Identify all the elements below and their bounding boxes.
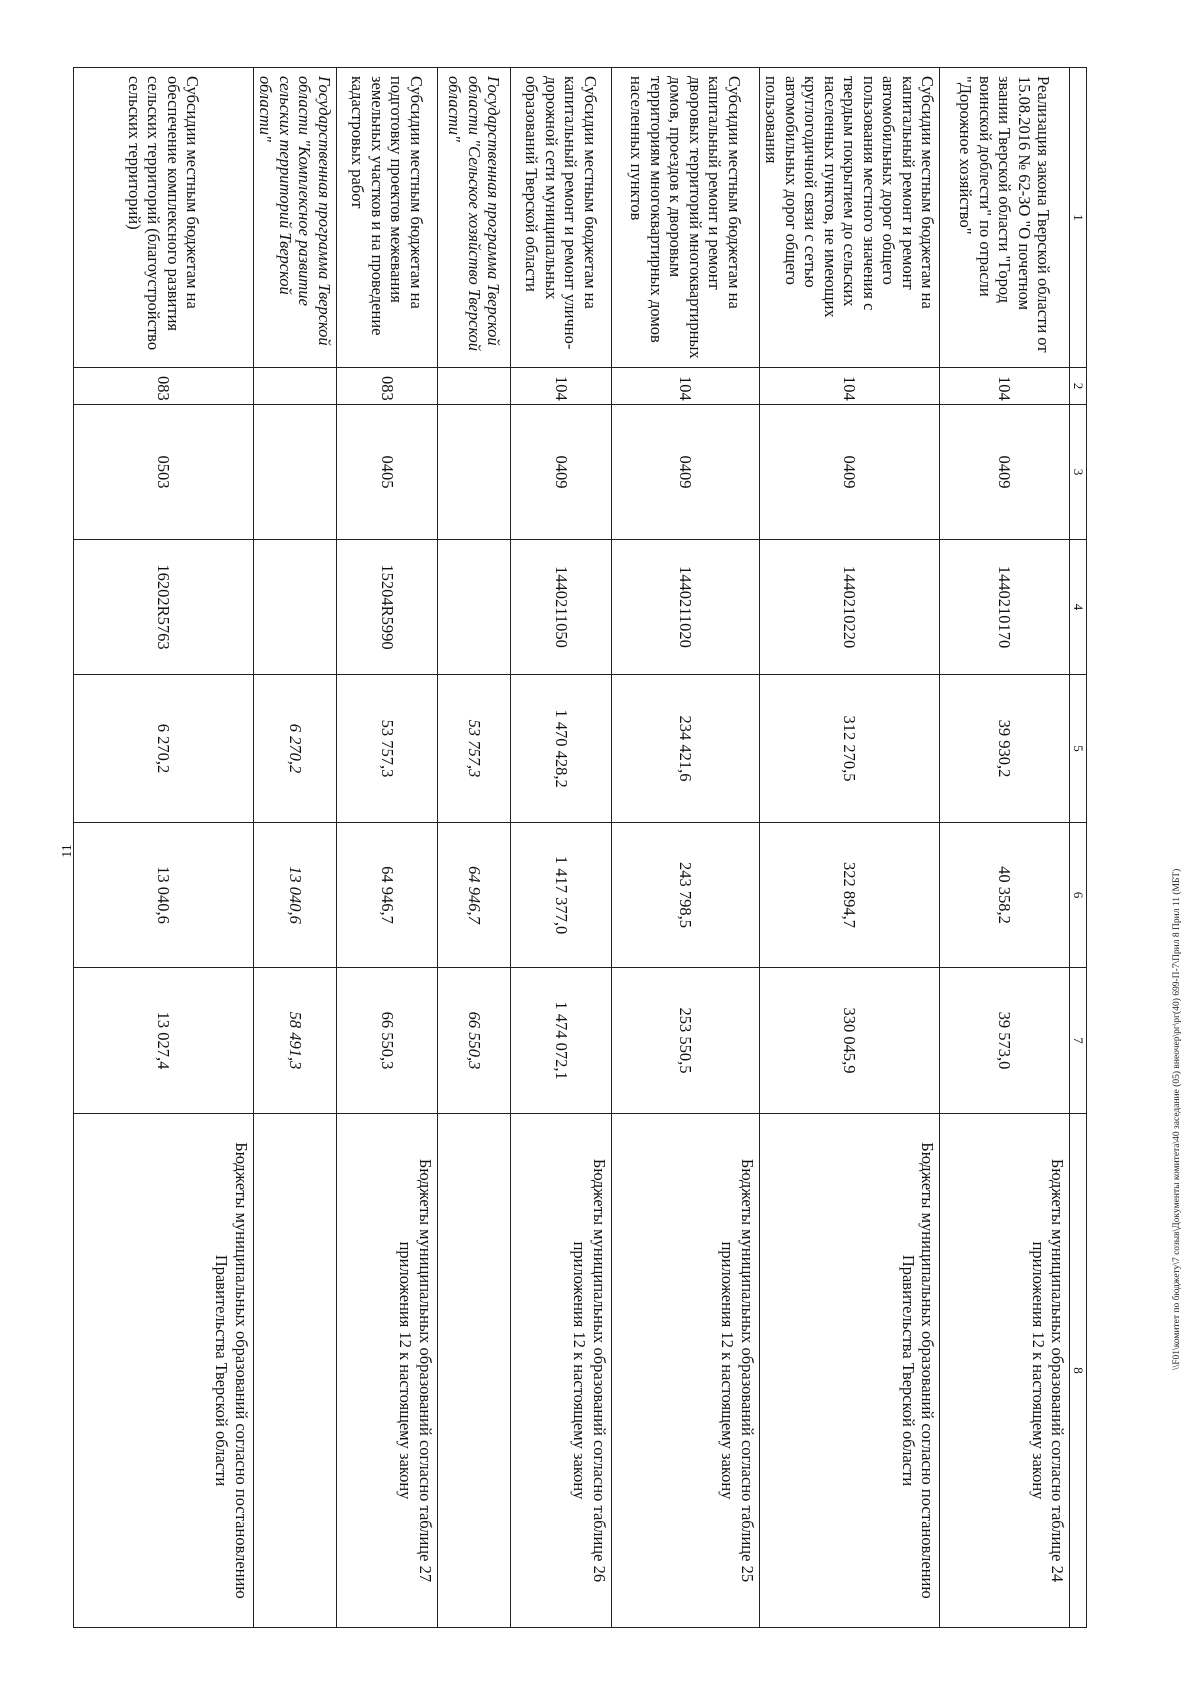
cell-recipient: Бюджеты муниципальных образований согласно постановлению Правительства Тверской области: [73, 1114, 253, 1628]
cell-recipient: Бюджеты муниципальных образований согласно таблице 26 приложения 12 к настоящему закону: [510, 1114, 611, 1628]
cell-target-code: 1440211020: [611, 540, 759, 675]
cell-recipient: Бюджеты муниципальных образований согласно таблице 27 приложения 12 к настоящему закону: [336, 1114, 437, 1628]
cell-amount-2: 13 040,6: [253, 823, 336, 968]
cell-section-code: 0405: [336, 405, 437, 540]
cell-ministry-code: 083: [336, 368, 437, 405]
cell-ministry-code: 104: [510, 368, 611, 405]
cell-name: Субсидии местным бюджетам на капитальный ремонт и ремонт дворовых территорий многоквартирных домов, проездов к дворовым территориям многоквартирных домов населенных пунктов: [611, 68, 759, 368]
column-header: 4: [1070, 540, 1087, 675]
cell-ministry-code: 104: [759, 368, 939, 405]
cell-amount-3: 253 550,5: [611, 968, 759, 1114]
cell-section-code: [253, 405, 336, 540]
cell-amount-3: 330 045,9: [759, 968, 939, 1114]
cell-amount-3: 58 491,3: [253, 968, 336, 1114]
cell-amount-2: 322 894,7: [759, 823, 939, 968]
cell-amount-1: 53 757,3: [437, 675, 510, 823]
cell-ministry-code: 083: [73, 368, 253, 405]
cell-amount-2: 13 040,6: [73, 823, 253, 968]
cell-target-code: 16202R5763: [73, 540, 253, 675]
cell-recipient: [253, 1114, 336, 1628]
page-number: 11: [60, 844, 75, 858]
column-header: 1: [1070, 68, 1087, 368]
table-row: [73, 68, 253, 1628]
cell-target-code: 1440210170: [940, 540, 1070, 675]
cell-ministry-code: 104: [611, 368, 759, 405]
column-header: 8: [1070, 1114, 1087, 1628]
subsidy-table: [73, 67, 1087, 1628]
cell-section-code: 0409: [510, 405, 611, 540]
cell-section-code: 0409: [611, 405, 759, 540]
column-header: 7: [1070, 968, 1087, 1114]
cell-amount-1: 53 757,3: [336, 675, 437, 823]
footer-file-path: \\F01\комитет по бюджету\7 созыв\Документы комитета\40 заседание (05) внеочер\рг\рг(40) 699-П-7\Прил 8 Прил 11 (МБТ): [1172, 868, 1182, 1370]
rotated-table-container: [85, 67, 1087, 1627]
cell-name: Государственная программа Тверской области "Сельское хозяйство Тверской области": [437, 68, 510, 368]
cell-name: Субсидии местным бюджетам на обеспечение комплексного развития сельских территорий (благоустройство сельских территорий): [73, 68, 253, 368]
cell-amount-1: 6 270,2: [73, 675, 253, 823]
cell-name: Субсидии местным бюджетам на капитальный ремонт и ремонт улично-дорожной сети муниципальных образований Тверской области: [510, 68, 611, 368]
table-row: [759, 68, 939, 1628]
table-row: [940, 68, 1070, 1628]
cell-ministry-code: [437, 368, 510, 405]
cell-target-code: [437, 540, 510, 675]
cell-name: Государственная программа Тверской области "Комплексное развитие сельских территорий Тверской области": [253, 68, 336, 368]
cell-amount-1: 234 421,6: [611, 675, 759, 823]
cell-amount-1: 312 270,5: [759, 675, 939, 823]
table-row: [611, 68, 759, 1628]
cell-amount-2: 40 358,2: [940, 823, 1070, 968]
cell-amount-3: 66 550,3: [336, 968, 437, 1114]
cell-amount-3: 39 573,0: [940, 968, 1070, 1114]
cell-amount-1: 39 930,2: [940, 675, 1070, 823]
cell-amount-3: 1 474 072,1: [510, 968, 611, 1114]
cell-amount-3: 13 027,4: [73, 968, 253, 1114]
table-row: [336, 68, 437, 1628]
cell-amount-1: 1 470 428,2: [510, 675, 611, 823]
cell-section-code: 0409: [759, 405, 939, 540]
column-number-row: [1070, 68, 1087, 1628]
table-row-program: [437, 68, 510, 1628]
cell-target-code: [253, 540, 336, 675]
table-row-program: [253, 68, 336, 1628]
cell-recipient: Бюджеты муниципальных образований согласно таблице 24 приложения 12 к настоящему закону: [940, 1114, 1070, 1628]
cell-amount-1: 6 270,2: [253, 675, 336, 823]
cell-target-code: 15204R5990: [336, 540, 437, 675]
cell-amount-2: 64 946,7: [437, 823, 510, 968]
column-header: 3: [1070, 405, 1087, 540]
cell-amount-2: 64 946,7: [336, 823, 437, 968]
cell-recipient: Бюджеты муниципальных образований согласно таблице 25 приложения 12 к настоящему закону: [611, 1114, 759, 1628]
cell-section-code: [437, 405, 510, 540]
cell-name: Субсидии местным бюджетам на капитальный ремонт и ремонт автомобильных дорог общего пользования местного значения с твердым покрытием до сельских населенных пунктов, не имеющих круглогодичной связи с сетью автомобильных дорог общего пользования: [759, 68, 939, 368]
cell-recipient: Бюджеты муниципальных образований согласно постановлению Правительства Тверской области: [759, 1114, 939, 1628]
column-header: 5: [1070, 675, 1087, 823]
cell-name: Реализация закона Тверской области от 15.08.2016 № 62-ЗО "О почетном звании Тверской области "Город воинской доблести" по отрасли "Дорожное хозяйство": [940, 68, 1070, 368]
cell-target-code: 1440211050: [510, 540, 611, 675]
cell-amount-3: 66 550,3: [437, 968, 510, 1114]
column-header: 2: [1070, 368, 1087, 405]
column-header: 6: [1070, 823, 1087, 968]
cell-amount-2: 1 417 377,0: [510, 823, 611, 968]
cell-ministry-code: 104: [940, 368, 1070, 405]
cell-name: Субсидии местным бюджетам на подготовку проектов межевания земельных участков и на проведение кадастровых работ: [336, 68, 437, 368]
cell-section-code: 0503: [73, 405, 253, 540]
cell-section-code: 0409: [940, 405, 1070, 540]
cell-target-code: 1440210220: [759, 540, 939, 675]
cell-amount-2: 243 798,5: [611, 823, 759, 968]
table-row: [510, 68, 611, 1628]
cell-ministry-code: [253, 368, 336, 405]
cell-recipient: [437, 1114, 510, 1628]
